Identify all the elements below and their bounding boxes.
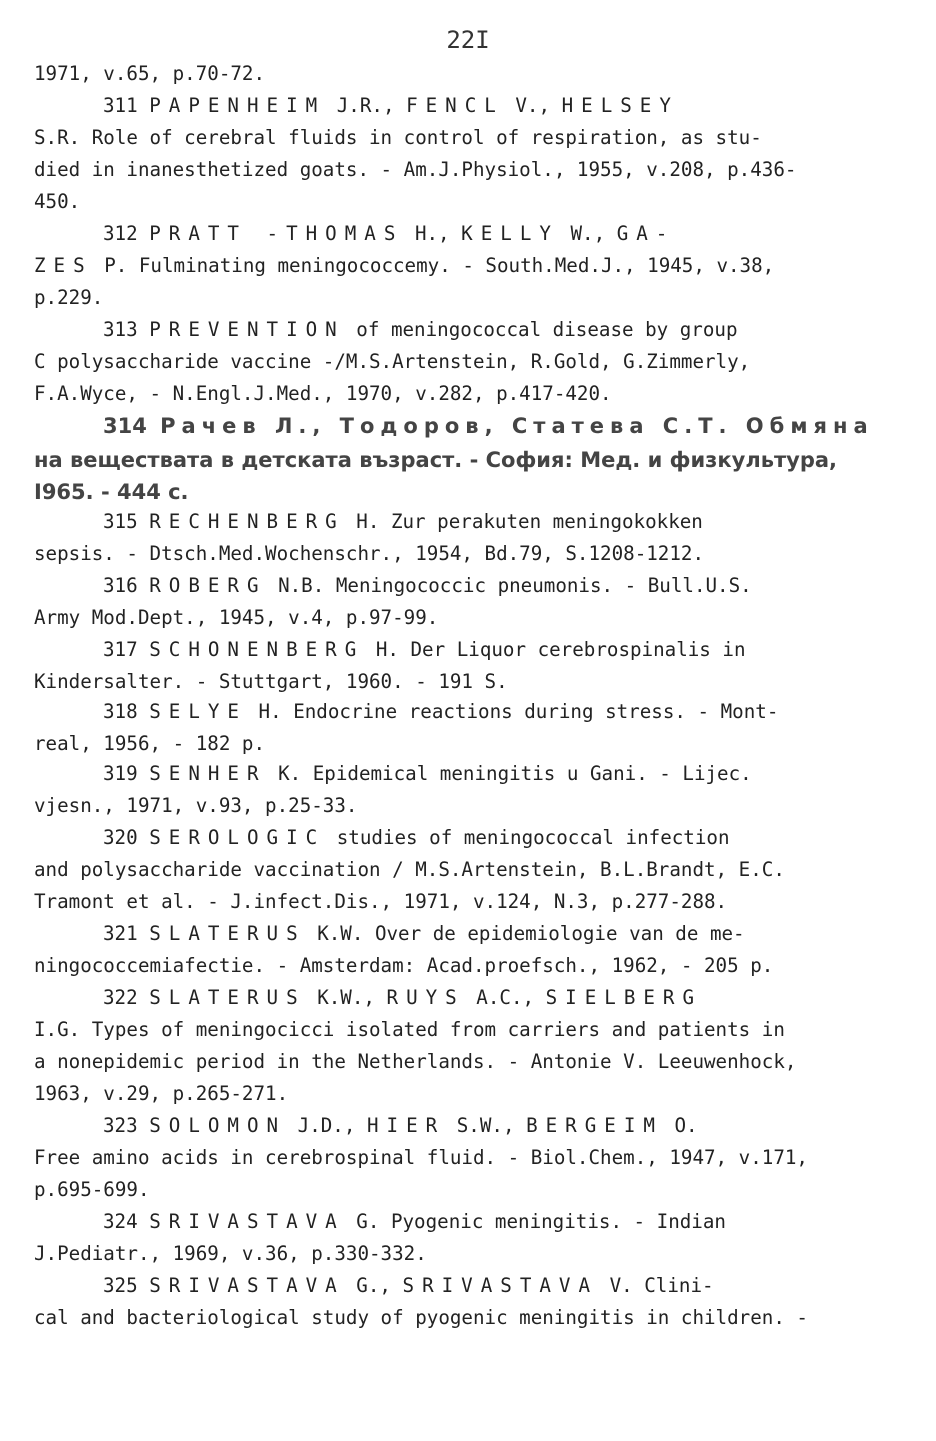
- citation-text: H. Zur perakuten meningokokken: [344, 510, 703, 533]
- text-line: F.A.Wyce, - N.Engl.J.Med., 1970, v.282, p.417-420.: [34, 382, 612, 405]
- initials: J.D.,: [286, 1114, 367, 1137]
- text-line: Kindersalter. - Stuttgart, 1960. - 191 S.: [34, 670, 508, 693]
- author: HIER: [366, 1114, 446, 1137]
- author: SIELBERG: [545, 986, 703, 1009]
- text-line: vjesn., 1971, v.93, p.25-33.: [34, 794, 358, 817]
- text-line: a nonepidemic period in the Netherlands. - Antonie V. Leeuwenhock,: [34, 1050, 797, 1073]
- text-line: 1963, v.29, p.265-271.: [34, 1082, 289, 1105]
- author: ROBERG: [149, 574, 267, 597]
- ref-number: 320: [103, 826, 138, 849]
- reference-319-line: [103, 762, 752, 785]
- text-line: I965. - 444 с.: [34, 480, 189, 504]
- text-line: sepsis. - Dtsch.Med.Wochenschr., 1954, Bd.79, S.1208-1212.: [34, 542, 705, 565]
- reference-317-line: [103, 638, 746, 661]
- author: SLATERUS: [149, 986, 306, 1009]
- reference-320-line: [103, 826, 730, 849]
- author: SRIVASTAVA: [402, 1274, 599, 1297]
- citation-text: of meningococcal disease by group: [344, 318, 738, 341]
- title-caps: PREVENTION: [149, 318, 345, 341]
- text-line: [34, 254, 774, 277]
- ref-number: 325: [103, 1274, 138, 1297]
- reference-315-line: [103, 510, 703, 533]
- title-caps: SEROLOGIC: [149, 826, 326, 849]
- author: SLATERUS: [149, 922, 306, 945]
- ref-number: 319: [103, 762, 138, 785]
- ref-number: 323: [103, 1114, 138, 1137]
- ref-number: 311: [103, 94, 138, 117]
- reference-316-line: [103, 574, 752, 597]
- reference-314-line: [103, 414, 874, 438]
- initials: S.W.,: [445, 1114, 527, 1137]
- initials: J.R.,: [325, 94, 407, 117]
- citation-text: H. Endocrine reactions during stress. - Mont-: [246, 700, 779, 723]
- reference-322-line: [103, 986, 702, 1009]
- ref-number: 317: [103, 638, 138, 661]
- ref-number: 316: [103, 574, 138, 597]
- citation-text: K.W. Over de epidemiologie van de me-: [305, 922, 745, 945]
- citation-text: P. Fulminating meningococcemy. - South.Med.J., 1945, v.38,: [92, 254, 775, 277]
- author: BERGEIM: [526, 1114, 663, 1137]
- author: RUYS: [386, 986, 465, 1009]
- ref-number: 318: [103, 700, 138, 723]
- reference-312-line: [103, 222, 675, 245]
- author: SCHONENBERG: [149, 638, 365, 661]
- ref-number: 315: [103, 510, 138, 533]
- text-line: J.Pediatr., 1969, v.36, p.330-332.: [34, 1242, 427, 1265]
- citation-text: G. Pyogenic meningitis. - Indian: [344, 1210, 726, 1233]
- text-line: S.R. Role of cerebral fluids in control of respiration, as stu-: [34, 126, 762, 149]
- author: PRATT -THOMAS: [149, 222, 404, 245]
- citation-text: H. Der Liquor cerebrospinalis in: [364, 638, 746, 661]
- text-line: and polysaccharide vaccination / M.S.Artenstein, B.L.Brandt, E.C.: [34, 858, 785, 881]
- author: SOLOMON: [149, 1114, 287, 1137]
- text-line: died in inanesthetized goats. - Am.J.Physiol., 1955, v.208, p.436-: [34, 158, 797, 181]
- text-line: 1971, v.65, p.70-72.: [34, 62, 266, 85]
- text-line: p.695-699.: [34, 1178, 150, 1201]
- ref-number: 324: [103, 1210, 138, 1233]
- text-line: C polysaccharide vaccine -/M.S.Artenstein, R.Gold, G.Zimmerly,: [34, 350, 751, 373]
- ref-number: 321: [103, 922, 138, 945]
- reference-321-line: [103, 922, 745, 945]
- text-line: Tramont et al. - J.infect.Dis., 1971, v.124, N.3, p.277-288.: [34, 890, 728, 913]
- author: HELSEY: [561, 94, 679, 117]
- citation-text: K. Epidemical meningitis u Gani. - Lijec.: [266, 762, 752, 785]
- initials: V.,: [503, 94, 562, 117]
- initials: G.,: [344, 1274, 403, 1297]
- initials: W.,: [558, 222, 617, 245]
- author: SRIVASTAVA: [149, 1210, 345, 1233]
- text-line: 450.: [34, 190, 81, 213]
- author: ZES: [34, 254, 93, 277]
- text-line: cal and bacteriological study of pyogenic meningitis in children. -: [34, 1306, 808, 1329]
- author: FENCL: [406, 94, 504, 117]
- author: GA-: [616, 222, 676, 245]
- author: SENHER: [149, 762, 267, 785]
- text-line: на веществата в детската възраст. - София: Мед. и физкультура,: [34, 448, 838, 472]
- text-line: Free amino acids in cerebrospinal fluid. - Biol.Chem., 1947, v.171,: [34, 1146, 808, 1169]
- ref-number: 313: [103, 318, 138, 341]
- citation-text: V. Clini-: [598, 1274, 714, 1297]
- author: SELYE: [149, 700, 247, 723]
- citation-text: studies of meningococcal infection: [325, 826, 730, 849]
- author: KELLY: [461, 222, 559, 245]
- text-line: I.G. Types of meningocicci isolated from carriers and patients in: [34, 1018, 785, 1041]
- initials: A.C.,: [464, 986, 546, 1009]
- ref-number: 314: [103, 414, 147, 438]
- reference-325-line: [103, 1274, 714, 1297]
- initials: O.: [662, 1114, 698, 1137]
- text-line: Army Mod.Dept., 1945, v.4, p.97-99.: [34, 606, 439, 629]
- reference-311-line: [103, 94, 679, 117]
- ref-number: 322: [103, 986, 138, 1009]
- text-line: real, 1956, - 182 p.: [34, 732, 266, 755]
- author: PAPENHEIM: [149, 94, 326, 117]
- ref-number: 312: [103, 222, 138, 245]
- citation-text: Рачев Л., Тодоров, Статева С.Т. Обмяна: [146, 414, 874, 438]
- initials: K.W.,: [305, 986, 387, 1009]
- reference-324-line: [103, 1210, 726, 1233]
- text-line: ningococcemiafectie. - Amsterdam: Acad.proefsch., 1962, - 205 p.: [34, 954, 774, 977]
- reference-313-line: [103, 318, 738, 341]
- text-line: p.229.: [34, 286, 104, 309]
- page-number: 22I: [446, 26, 490, 54]
- citation-text: N.B. Meningococcic pneumonis. - Bull.U.S.: [266, 574, 752, 597]
- initials: H.,: [403, 222, 462, 245]
- author: SRIVASTAVA: [149, 1274, 345, 1297]
- author: RECHENBERG: [149, 510, 345, 533]
- reference-318-line: [103, 700, 778, 723]
- reference-323-line: [103, 1114, 698, 1137]
